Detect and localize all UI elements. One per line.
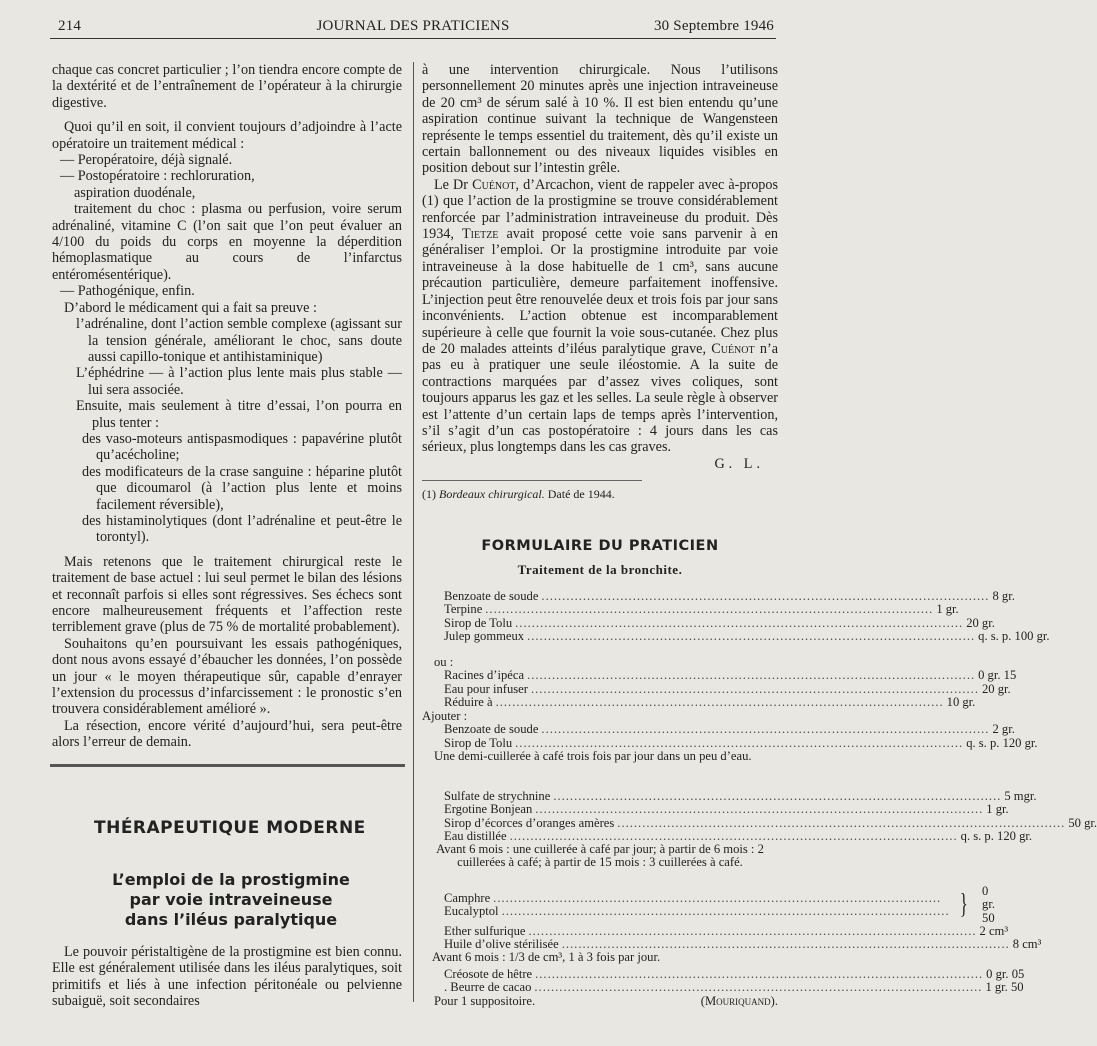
prescription-3 [422,709,1038,763]
article-title [64,870,398,930]
page-number: 214 [58,18,82,34]
list-item: — Pathogénique, enfin. [60,283,195,300]
dot-leader [541,723,989,736]
dot-leader [528,925,976,938]
author-name: Tietze [461,226,499,243]
ingredient-name: Benzoate de soude [444,589,539,603]
ingredient-quantity: 20 gr. [966,615,995,630]
footnote [422,480,642,501]
paragraph: Le pouvoir péristaltigène de la prostigmine est bien connu. Elle est généralement utilisée dans les iléus paralytiques, soit primitifs et liés à une infection péritonéale ou pelvienne subaiguë, soit secondaires [52,944,402,1010]
paragraph: Quoi qu’il en soit, il convient toujours d’adjoindre à l’acte opératoire un traitement médical : [52,119,402,152]
ingredient-quantity: 8 cm³ [1012,937,1042,952]
ingredient-name: . Beurre de cacao [444,980,532,995]
formulaire-heading: FORMULAIRE DU PRATICIEN [481,538,719,554]
ingredient-quantity: 0 gr. 50 [982,884,995,925]
signature: G. L. [714,455,764,472]
prescription-2 [422,655,1017,709]
ingredient-quantity: 10 gr. [946,694,976,709]
ingredient-quantity: 1 gr. [986,802,1009,817]
ingredient-name: Ether sulfurique [444,923,526,938]
ingredient-row [444,967,1025,981]
label: ou : [434,655,454,669]
ingredient-quantity: 5 mgr. [1004,789,1037,803]
dot-leader [493,892,949,905]
paragraph: Mais retenons que le traitement chirurgical reste le traitement de base actuel : lui seul permet le bilan des lésions et reconnaît parfois si elles sont régressives. Ses échecs sont encore malheureusement fréquents et l’affection reste terriblement grave (plus de 75 % de mortalité probablement). [52,553,402,636]
ingredient-name: Sulfate de strychnine [444,789,551,803]
list-item: l’adrénaline, dont l’action semble complexe (agissant sur la tension générale, améliorant le choc, sans doute aussi capillo-tonique et antihistaminique) [76,316,402,365]
ingredient-row [444,802,1009,817]
ingredient-row [444,694,976,709]
article-title-line: L’emploi de la prostigmine [112,870,350,889]
ingredient-quantity: 20 gr. [981,681,1011,696]
ingredient-row [444,735,1038,750]
treatment-list [52,152,402,546]
text-run: , d’Arcachon, vient de rappeler avec à-propos (1) que l’action de la prostigmine se trouve considérablement renforcée par l’administration intraveineuse du produit. Dès 1934, [422,176,778,243]
footnote-number: (1) [422,487,439,502]
dot-leader [527,630,975,643]
dosage-note: Avant 6 mois : 1/3 de cm³, 1 à 3 fois par jour. [432,950,661,965]
dot-leader [502,905,950,918]
ingredient-row [444,815,1097,830]
dot-leader [496,696,944,709]
dot-leader [510,830,958,843]
ingredient-name: Terpine [444,602,483,617]
ingredient-quantity: 2 gr. [992,722,1015,737]
ingredient-row [444,892,953,905]
prescription-6 [422,967,1025,1008]
footnote-text: Daté de 1944. [544,487,615,502]
dot-leader [527,669,975,682]
list-item: des modificateurs de la crase sanguine : héparine plutôt que dicoumarol (à l’action plus lente et moins facilement réversible), [82,463,402,513]
ingredient-quantity: 0 gr. 05 [986,967,1025,981]
dot-leader [535,968,983,981]
dosage-note: Pour 1 suppositoire. [434,993,536,1008]
list-item: D’abord le médicament qui a fait sa preuve : [64,299,317,316]
ingredient-row [444,628,1050,643]
ingredient-quantity: 0 gr. 15 [978,668,1017,683]
ingredient-row [444,681,1011,696]
label: Ajouter : [422,709,468,723]
journal-title: JOURNAL DES PRATICIENS [316,18,510,34]
dot-leader [515,617,963,630]
ingredient-row [444,980,1024,995]
ingredient-name: Eau pour infuser [444,681,528,696]
ingredient-quantity: 1 gr. 50 [985,980,1024,995]
prescription-footer [422,995,778,1008]
ingredient-row [444,722,1015,737]
ingredient-quantity: q. s. p. 120 gr. [966,735,1038,750]
paragraph: Souhaitons qu’en poursuivant les essais pathogéniques, dont nous avons essayé d’ébaucher les données, l’on possède un jour « le moyen thérapeutique sûr, capable d’enrayer l’extension du processus d’infarcissement : le pronostic s’en trouvera considérablement amélioré ». [52,635,402,718]
ingredient-quantity: 50 gr. [1068,815,1097,830]
ingredient-name: Eau distillée [444,828,507,843]
ingredient-quantity: q. s. p. 120 gr. [960,828,1033,843]
dot-leader [534,981,982,994]
ingredient-row [444,589,1015,603]
right-column [422,62,778,501]
list-item: Ensuite, mais seulement à titre d’essai, l’on pourra en plus tenter : [76,398,402,431]
issue-date: 30 Septembre 1946 [653,18,774,34]
ingredient-name: Racines d’ipéca [444,668,525,683]
dot-leader [553,790,1001,803]
author-name: Cuénot [472,176,516,193]
article-title-line: par voie intraveineuse [129,890,333,909]
list-item: L’éphédrine — à l’action plus lente mais plus stable — lui sera associée. [76,365,402,398]
paragraph: chaque cas concret particulier ; l’on tiendra encore compte de la dextérité et de l’entraînement de l’opérateur à la chirurgie digestive. [52,62,402,111]
ingredient-name: Sirop d’écorces d’oranges amères [444,815,615,830]
ingredient-name: Huile d’olive stérilisée [444,937,559,952]
ingredient-name: Ergotine Bonjean [444,802,533,817]
dot-leader [515,737,963,750]
section-heading: THÉRAPEUTIQUE MODERNE [94,818,366,838]
dot-leader [562,938,1010,951]
ingredient-row [444,937,1042,952]
ingredient-row [444,602,959,617]
text-run: n’a pas eu à pratiquer une seule iléostomie. A la suite de contractions marquées par d’assez vives coliques, sont toujours apparus les gaz et les selles. La seule règle à observer est l’attente d’un certain laps de temps après l’intervention, s’il s’agit d’un cas postopératoire : 4 jours dans les cas sérieux, plus longtemps dans les cas graves. [422,340,778,456]
ingredient-row [444,668,1017,683]
ingredient-row [444,923,1009,938]
column-divider [413,62,414,1002]
ingredient-row [444,789,1037,803]
article-body [52,944,402,1010]
brace-icon: } [959,888,968,920]
section-separator [50,764,405,767]
ingredient-quantity: 2 cm³ [979,923,1009,938]
article-title-line: dans l’iléus paralytique [124,910,338,929]
ingredient-quantity: q. s. p. 100 gr. [978,628,1050,643]
footnote-source: Bordeaux chirurgical. [439,487,545,502]
list-item: — Postopératoire : rechloruration, [60,168,255,185]
dot-leader [617,817,1065,830]
paragraph [422,177,778,456]
ingredient-name: Julep gommeux [444,628,525,643]
ingredient-row [444,905,953,918]
ingredient-name: Sirop de Tolu [444,615,513,630]
ingredient-name: Benzoate de soude [444,722,539,737]
prescription-author: (Mouriquand). [700,993,778,1008]
text-run: Le Dr [434,176,473,193]
ingredient-row [444,615,995,630]
list-item: traitement du choc : plasma ou perfusion, voire serum adrénaliné, vitamine C (l’on sait que l’on peut évaluer an 4/100 du poids du corps en moyenne la déperdition hémoplasmatique au cours de l’infarctus entéromésentérique). [52,201,402,283]
dot-leader [541,590,989,603]
formulaire-subheading: Traitement de la bronchite. [517,562,683,577]
ingredient-quantity: 8 gr. [992,589,1015,603]
page-header [50,16,776,39]
dosage-note: Avant 6 mois : une cuillerée à café par jour; à partir de 6 mois : 2 cuillerées à café; à partir de 15 mois : 3 cuillerées à café. [436,842,764,870]
ingredient-name: Camphre [444,890,491,905]
dosage-note: Une demi-cuillerée à café trois fois par jour dans un peu d’eau. [434,748,752,763]
text-run: avait proposé cette voie sans parvenir à en généraliser l’emploi. Or la prostigmine introduite par voie intraveineuse à la dose habituelle de 1 cm³, sans aucune précaution particulière, demeure parfaitement inoffensive. L’injection peut être renouvelée deux et trois fois par jour sans inconvénients. L’action obtenue est incomparablement supérieure à celle que fournit la voie sous-cutanée. Chez plus de 20 malades atteints d’iléus paralytique grave, [422,226,778,357]
paragraph: La résection, encore vérité d’aujourd’hui, sera peut-être alors l’erreur de demain. [52,717,402,751]
paragraph: à une intervention chirurgicale. Nous l’utilisons personnellement 20 minutes après une injection intraveineuse de 20 cm³ de sérum salé à 10 %. Il est bien entendu qu’une aspiration continue suivant la technique de Wangensteen représente le temps essentiel du traitement, dès qu’il existe un certain ballonnement ou des niveaux liquides visibles en position debout sur l’intestin grêle. [422,62,778,177]
prescription-1 [422,589,1050,643]
list-item: — Peropératoire, déjà signalé. [60,152,233,169]
ingredient-name: Créosote de hêtre [444,967,533,981]
ingredient-name: Eucalyptol [444,903,499,918]
brace-group [422,884,995,925]
list-item: aspiration duodénale, [74,184,196,201]
ingredient-row [444,828,1033,843]
dot-leader [535,803,983,816]
list-item: des histaminolytiques (dont l’adrénaline et peut-être le torontyl). [82,512,402,546]
left-column [52,62,402,751]
list-item: des vaso-moteurs antispasmodiques : papavérine plutôt qu’acécholine; [82,430,402,464]
ingredient-name: Réduire à [444,694,493,709]
ingredient-quantity: 1 gr. [936,602,959,617]
prescription-5 [422,884,1042,965]
author-name: Cuénot [711,340,755,357]
prescription-4 [422,789,1097,870]
dot-leader [485,603,933,616]
dot-leader [531,683,979,696]
ingredient-name: Sirop de Tolu [444,735,513,750]
